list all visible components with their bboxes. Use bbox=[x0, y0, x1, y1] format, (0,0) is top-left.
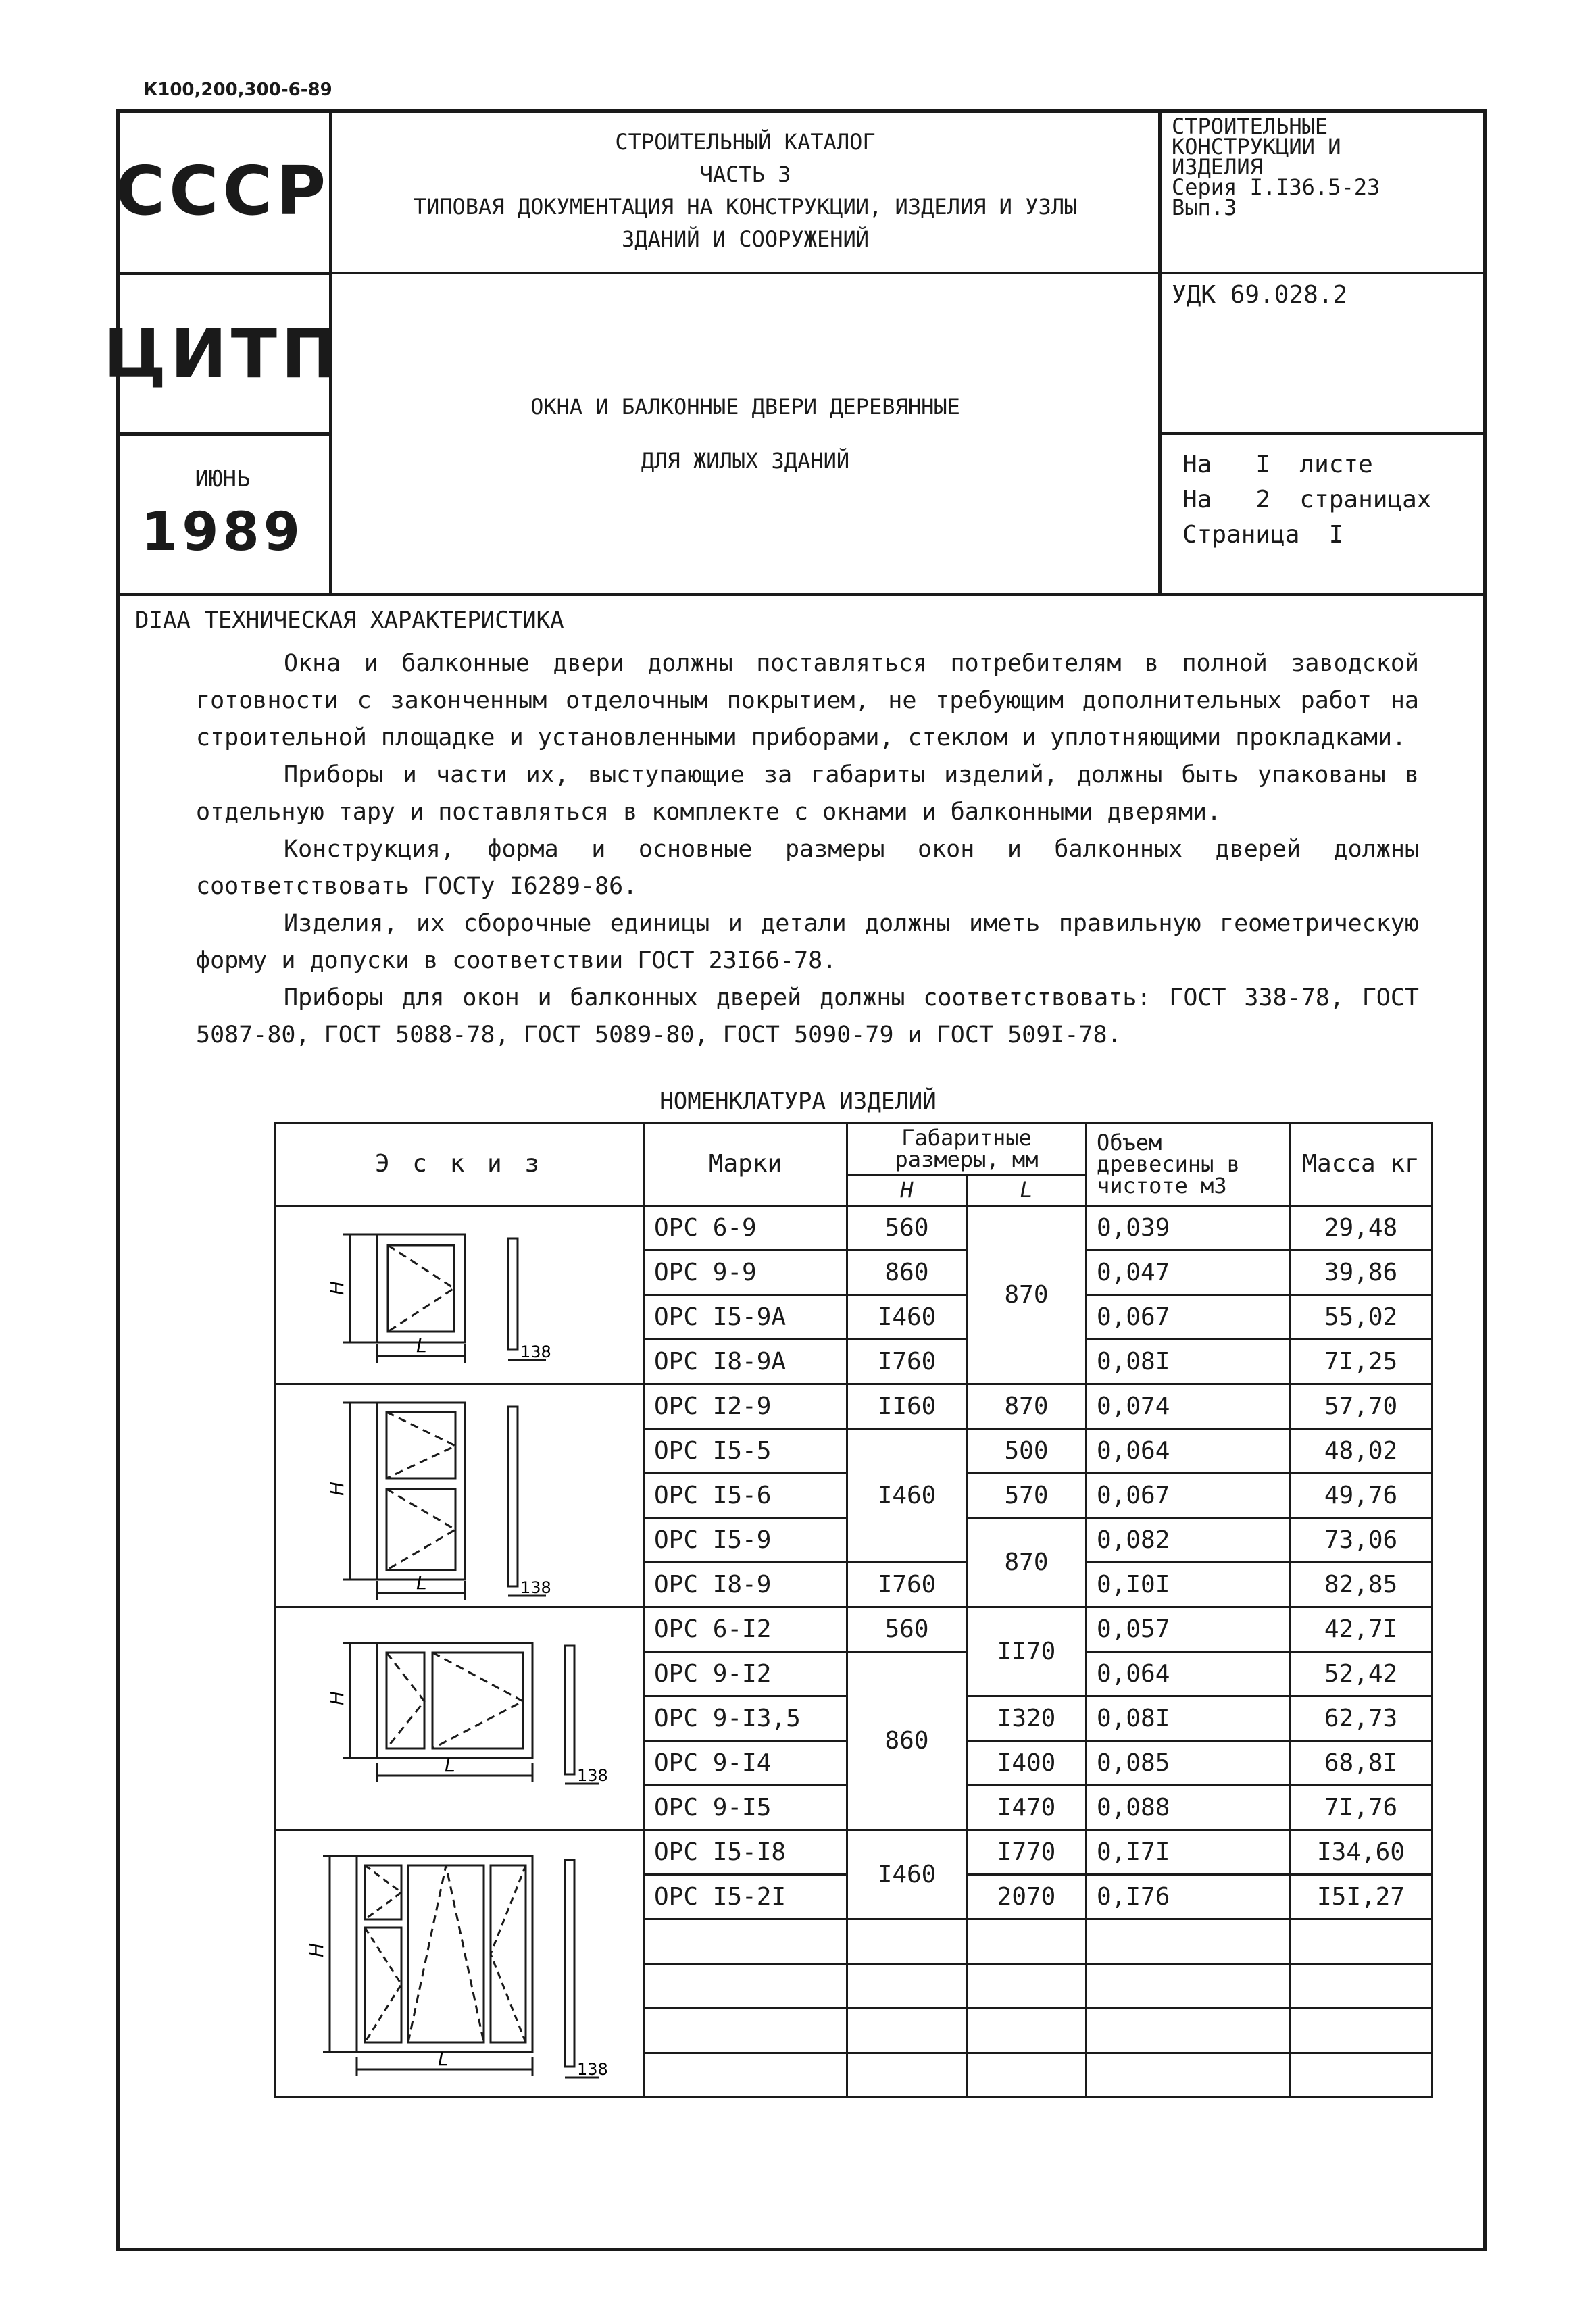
empty-cell bbox=[967, 2053, 1087, 2098]
series-line: Серия I.I36.5-23 bbox=[1172, 174, 1380, 200]
cell-h: I460 bbox=[847, 1429, 967, 1563]
cell-mass: 7I,76 bbox=[1290, 1786, 1432, 1830]
cell-l: 500 bbox=[967, 1429, 1087, 1474]
divider bbox=[116, 593, 1487, 596]
sketch-l-label: L bbox=[416, 1571, 427, 1594]
paragraph bbox=[196, 757, 1419, 831]
table-header-row bbox=[275, 1123, 1432, 1175]
cell-volume: 0,I0I bbox=[1087, 1563, 1290, 1607]
sketch-l-label: L bbox=[445, 1753, 455, 1776]
udk-cell bbox=[1172, 282, 1476, 322]
cell-mass: 62,73 bbox=[1290, 1696, 1432, 1741]
header-mass: Масса кг bbox=[1290, 1123, 1432, 1206]
cell-volume: 0,057 bbox=[1087, 1607, 1290, 1652]
cell-l: I770 bbox=[967, 1830, 1087, 1875]
sheet-line: На I листе bbox=[1182, 451, 1373, 478]
cell-volume: 0,047 bbox=[1087, 1251, 1290, 1295]
sketch-cell bbox=[275, 1607, 644, 1830]
sketch-l-label: L bbox=[416, 1334, 427, 1357]
cell-l: II70 bbox=[967, 1607, 1087, 1696]
empty-cell bbox=[1087, 2009, 1290, 2053]
window-sketch-wide bbox=[276, 1611, 624, 1827]
cell-mark: ОРС 9-I5 bbox=[644, 1786, 847, 1830]
window-sketch-triple bbox=[276, 1836, 624, 2092]
cell-volume: 0,08I bbox=[1087, 1696, 1290, 1741]
empty-cell bbox=[644, 2009, 847, 2053]
document-title-line: ОКНА И БАЛКОННЫЕ ДВЕРИ ДЕРЕВЯННЫЕ bbox=[530, 393, 960, 420]
cell-volume: 0,064 bbox=[1087, 1429, 1290, 1474]
cell-volume: 0,I7I bbox=[1087, 1830, 1290, 1875]
cell-mark: ОРС I5-9 bbox=[644, 1518, 847, 1563]
empty-cell bbox=[1087, 2053, 1290, 2098]
cell-volume: 0,074 bbox=[1087, 1384, 1290, 1429]
series-cell bbox=[1172, 116, 1476, 265]
catalog-line: СТРОИТЕЛЬНЫЙ КАТАЛОГ bbox=[615, 129, 876, 155]
cell-l: 870 bbox=[967, 1518, 1087, 1607]
divider bbox=[1158, 109, 1162, 596]
sketch-h-label: H bbox=[305, 1942, 328, 1957]
header-volume: Объем древесины в чистоте м3 bbox=[1087, 1123, 1290, 1206]
sketch-depth-label: 138 bbox=[520, 1342, 551, 1361]
cell-h: 860 bbox=[847, 1251, 967, 1295]
sketch-depth-label: 138 bbox=[577, 2059, 608, 2079]
cell-l: I320 bbox=[967, 1696, 1087, 1741]
cell-mark: ОРС I2-9 bbox=[644, 1384, 847, 1429]
empty-cell bbox=[1087, 1919, 1290, 1964]
cell-mark: ОРС I8-9А bbox=[644, 1340, 847, 1384]
cell-h: I760 bbox=[847, 1340, 967, 1384]
sheet-line: Страница I bbox=[1182, 521, 1344, 549]
empty-cell bbox=[1290, 1964, 1432, 2009]
header-h: H bbox=[847, 1174, 967, 1205]
cell-l: 2070 bbox=[967, 1875, 1087, 1919]
paragraph-text: Приборы и части их, выступающие за габариты изделий, должны быть упакованы в отдельную тару и поставляться в комплекте с окнами и балконными дверями. bbox=[196, 761, 1419, 826]
empty-cell bbox=[847, 2053, 967, 2098]
cell-h: 560 bbox=[847, 1206, 967, 1251]
paragraph bbox=[196, 905, 1419, 980]
cell-volume: 0,039 bbox=[1087, 1206, 1290, 1251]
title-block bbox=[103, 109, 1487, 596]
cell-h: 560 bbox=[847, 1607, 967, 1652]
cell-mark: ОРС 6-I2 bbox=[644, 1607, 847, 1652]
header-size: Габаритные размеры, мм bbox=[847, 1123, 1087, 1175]
cell-mark: ОРС 9-I2 bbox=[644, 1652, 847, 1696]
cell-volume: 0,088 bbox=[1087, 1786, 1290, 1830]
window-sketch-double bbox=[276, 1388, 624, 1604]
empty-cell bbox=[967, 2009, 1087, 2053]
paragraph bbox=[196, 645, 1419, 757]
sketch-depth-label: 138 bbox=[520, 1578, 551, 1597]
country-cell bbox=[116, 109, 329, 272]
empty-cell bbox=[847, 2009, 967, 2053]
window-sketch-single bbox=[276, 1209, 624, 1382]
cell-volume: 0,082 bbox=[1087, 1518, 1290, 1563]
cell-l: I400 bbox=[967, 1741, 1087, 1786]
sketch-l-label: L bbox=[438, 2047, 449, 2070]
cell-mark: ОРС I5-I8 bbox=[644, 1830, 847, 1875]
cell-volume: 0,I76 bbox=[1087, 1875, 1290, 1919]
empty-cell bbox=[847, 1964, 967, 2009]
cell-l: 870 bbox=[967, 1206, 1087, 1384]
cell-mass: 29,48 bbox=[1290, 1206, 1432, 1251]
sketch-h-label: H bbox=[326, 1481, 348, 1496]
cell-mark: ОРС I5-9А bbox=[644, 1295, 847, 1340]
cell-l: 570 bbox=[967, 1474, 1087, 1518]
header-l: L bbox=[967, 1174, 1087, 1205]
sketch-cell bbox=[275, 1206, 644, 1384]
sketch-cell bbox=[275, 1384, 644, 1607]
series-line: СТРОИТЕЛЬНЫЕ bbox=[1172, 114, 1328, 139]
empty-cell bbox=[1087, 1964, 1290, 2009]
cell-mark: ОРС 9-I4 bbox=[644, 1741, 847, 1786]
empty-cell bbox=[1290, 2053, 1432, 2098]
cell-mark: ОРС 9-9 bbox=[644, 1251, 847, 1295]
catalog-line: ЗДАНИЙ И СООРУЖЕНИЙ bbox=[621, 226, 870, 252]
paragraph-text: Окна и балконные двери должны поставляться потребителям в полной заводской готовности с законченным отделочным покрытием, не требующим дополнительных работ на строительной площадке и установленными приборами, стеклом и уплотняющими прокладками. bbox=[196, 650, 1419, 751]
cell-mark: ОРС 6-9 bbox=[644, 1206, 847, 1251]
org-cell bbox=[103, 275, 342, 432]
cell-mass: 82,85 bbox=[1290, 1563, 1432, 1607]
cell-volume: 0,067 bbox=[1087, 1474, 1290, 1518]
header-mark: Марки bbox=[644, 1123, 847, 1206]
cell-mass: 68,8I bbox=[1290, 1741, 1432, 1786]
year-label: 1989 bbox=[141, 502, 305, 563]
cell-volume: 0,067 bbox=[1087, 1295, 1290, 1340]
series-line: КОНСТРУКЦИИ И bbox=[1172, 134, 1341, 159]
catalog-line: ТИПОВАЯ ДОКУМЕНТАЦИЯ НА КОНСТРУКЦИИ, ИЗДЕЛИЯ И УЗЛЫ bbox=[413, 194, 1078, 220]
empty-cell bbox=[967, 1919, 1087, 1964]
cell-mark: ОРС I5-6 bbox=[644, 1474, 847, 1518]
cell-l: I470 bbox=[967, 1786, 1087, 1830]
cell-mass: 57,70 bbox=[1290, 1384, 1432, 1429]
cell-mark: ОРС I5-2I bbox=[644, 1875, 847, 1919]
country-label: СССР bbox=[115, 151, 330, 230]
date-cell bbox=[116, 436, 329, 593]
cell-l: 870 bbox=[967, 1384, 1087, 1429]
cell-mark: ОРС I5-5 bbox=[644, 1429, 847, 1474]
empty-cell bbox=[847, 1919, 967, 1964]
cell-h: I460 bbox=[847, 1830, 967, 1919]
cell-h: II60 bbox=[847, 1384, 967, 1429]
empty-cell bbox=[967, 1964, 1087, 2009]
nomenclature-table bbox=[274, 1122, 1433, 2098]
paragraph-text: Приборы для окон и балконных дверей должны соответствовать: ГОСТ 338-78, ГОСТ 5087-80, ГОСТ 5088-78, ГОСТ 5089-80, ГОСТ 5090-79 и ГОСТ 509I-78. bbox=[196, 984, 1419, 1049]
cell-mass: 39,86 bbox=[1290, 1251, 1432, 1295]
cell-mass: 7I,25 bbox=[1290, 1340, 1432, 1384]
month-label: ИЮНЬ bbox=[195, 466, 251, 493]
sketch-h-label: H bbox=[326, 1280, 348, 1295]
table-row bbox=[275, 1607, 1432, 1652]
cell-mark: ОРС 9-I3,5 bbox=[644, 1696, 847, 1741]
cell-h: 860 bbox=[847, 1652, 967, 1830]
empty-cell bbox=[1290, 2009, 1432, 2053]
cell-mass: 52,42 bbox=[1290, 1652, 1432, 1696]
divider bbox=[1158, 432, 1487, 435]
sketch-h-label: H bbox=[326, 1690, 348, 1705]
cell-mass: I34,60 bbox=[1290, 1830, 1432, 1875]
sheet-line: На 2 страницах bbox=[1182, 486, 1432, 513]
cell-mass: 42,7I bbox=[1290, 1607, 1432, 1652]
paragraph-text: Конструкция, форма и основные размеры окон и балконных дверей должны соответствовать ГОСТу I6289-86. bbox=[196, 836, 1419, 900]
table-row bbox=[275, 1384, 1432, 1429]
cell-h: I760 bbox=[847, 1563, 967, 1607]
cell-volume: 0,085 bbox=[1087, 1741, 1290, 1786]
empty-cell bbox=[1290, 1919, 1432, 1964]
cell-mass: 48,02 bbox=[1290, 1429, 1432, 1474]
cell-h: I460 bbox=[847, 1295, 967, 1340]
sketch-cell bbox=[275, 1830, 644, 2098]
series-line: ИЗДЕЛИЯ bbox=[1172, 154, 1263, 180]
series-line: Вып.3 bbox=[1172, 195, 1237, 220]
cell-volume: 0,08I bbox=[1087, 1340, 1290, 1384]
document-code: К100,200,300-6-89 bbox=[143, 80, 332, 100]
sheet-cell bbox=[1182, 447, 1480, 582]
cell-mass: 49,76 bbox=[1290, 1474, 1432, 1518]
header-sketch: Э с к и з bbox=[275, 1123, 644, 1206]
table-row bbox=[275, 1830, 1432, 1875]
cell-mark: ОРС I8-9 bbox=[644, 1563, 847, 1607]
udk-label: УДК 69.028.2 bbox=[1172, 281, 1348, 309]
paragraph bbox=[196, 831, 1419, 905]
title-cell bbox=[332, 274, 1158, 593]
table-row bbox=[275, 1206, 1432, 1251]
sketch-depth-label: 138 bbox=[577, 1765, 608, 1785]
cell-volume: 0,064 bbox=[1087, 1652, 1290, 1696]
org-label: ЦИТП bbox=[103, 314, 342, 393]
paragraph-text: Изделия, их сборочные единицы и детали должны иметь правильную геометрическую форму и допуски в соответствии ГОСТ 23I66-78. bbox=[196, 910, 1419, 974]
section-heading: DIAA ТЕХНИЧЕСКАЯ ХАРАКТЕРИСТИКА bbox=[135, 607, 564, 634]
empty-cell bbox=[644, 1919, 847, 1964]
table-caption: НОМЕНКЛАТУРА ИЗДЕЛИЙ bbox=[659, 1088, 937, 1115]
cell-mass: 73,06 bbox=[1290, 1518, 1432, 1563]
catalog-line: ЧАСТЬ 3 bbox=[699, 161, 791, 187]
cell-mass: 55,02 bbox=[1290, 1295, 1432, 1340]
empty-cell bbox=[644, 2053, 847, 2098]
document-title-line: ДЛЯ ЖИЛЫХ ЗДАНИЙ bbox=[641, 447, 850, 474]
empty-cell bbox=[644, 1964, 847, 2009]
catalog-cell bbox=[332, 109, 1158, 272]
cell-mass: I5I,27 bbox=[1290, 1875, 1432, 1919]
paragraph bbox=[196, 980, 1419, 1054]
